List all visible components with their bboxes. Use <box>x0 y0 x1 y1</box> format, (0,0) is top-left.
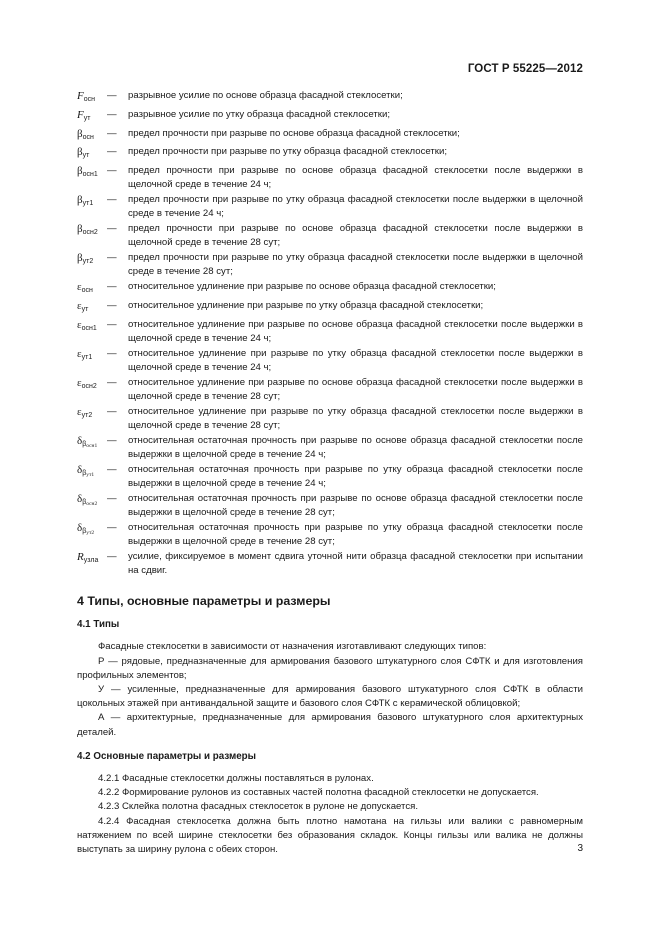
clause-4-2-1: 4.2.1 Фасадные стеклосетки должны поставляться в рулонах. <box>98 773 374 785</box>
definition-row <box>77 434 583 462</box>
definition-symbol: $\beta_{осн2}$ <box>77 223 98 237</box>
definition-symbol: $\delta_{\beta_{ут2}}$ <box>77 521 95 536</box>
definition-row <box>77 89 583 107</box>
definition-dash: — <box>107 318 117 330</box>
definition-row <box>77 521 583 549</box>
definition-dash: — <box>107 550 117 562</box>
definition-row <box>77 145 583 163</box>
definition-symbol: $\beta_{ут}$ <box>77 146 90 160</box>
definition-text: относительное удлинение при разрыве по основе образца фасадной стеклосетки после выдержки в щелочной среде в течение 24 ч; <box>128 318 583 344</box>
page-number: 3 <box>577 843 583 854</box>
definition-row <box>77 299 583 317</box>
definition-row <box>77 251 583 279</box>
definition-dash: — <box>107 146 117 158</box>
definition-symbol: $\varepsilon_{ут}$ <box>77 299 89 313</box>
definition-text: предел прочности при разрыве по утку образца фасадной стеклосетки после выдержки в щелочной среде в течение 28 сут; <box>128 252 583 278</box>
definition-symbol: $\beta_{ут1}$ <box>77 194 94 208</box>
definition-symbol: $\delta_{\beta_{осн1}}$ <box>77 434 98 449</box>
standard-header: ГОСТ Р 55225—2012 <box>467 63 583 75</box>
definition-symbol: $\beta_{осн1}$ <box>77 165 98 179</box>
definition-dash: — <box>107 434 117 446</box>
definition-symbol: $R_{узла}$ <box>77 550 99 564</box>
type-u: У — усиленные, предназначенные для армирования базового штукатурного слоя СФТК в области цокольных этажей при антивандальной защите и базового слоя СФТК с керамической облицовкой; <box>77 684 583 710</box>
definition-dash: — <box>107 347 117 359</box>
definition-dash: — <box>107 252 117 264</box>
definition-text: усилие, фиксируемое в момент сдвига уточной нити образца фасадной стеклосетки при испытании на сдвиг. <box>128 550 583 576</box>
definition-row <box>77 280 583 298</box>
definition-symbol: $F_{осн}$ <box>77 90 95 103</box>
definition-row <box>77 405 583 433</box>
definition-dash: — <box>107 165 117 177</box>
definition-row <box>77 164 583 192</box>
definition-symbol: $\delta_{\beta_{ут1}}$ <box>77 463 95 478</box>
definition-row <box>77 127 583 145</box>
definition-dash: — <box>107 405 117 417</box>
definition-symbol: $\varepsilon_{осн2}$ <box>77 376 97 390</box>
definition-text: относительная остаточная прочность при разрыве по основе образца фасадной стеклосетки после выдержки в щелочной среде в течение 24 ч; <box>128 434 583 460</box>
definition-text: относительная остаточная прочность при разрыве по основе образца фасадной стеклосетки после выдержки в щелочной среде в течение 28 сут; <box>128 492 583 518</box>
definition-dash: — <box>107 223 117 235</box>
definition-row <box>77 193 583 221</box>
definition-symbol: $\varepsilon_{ут2}$ <box>77 405 93 419</box>
definition-dash: — <box>107 108 117 120</box>
definition-dash: — <box>107 281 117 293</box>
definition-text: относительное удлинение при разрыве по утку образца фасадной стеклосетки после выдержки в щелочной среде в течение 24 ч; <box>128 347 583 373</box>
definition-text: относительное удлинение при разрыве по основе образца фасадной стеклосетки; <box>128 281 496 293</box>
definition-text: предел прочности при разрыве по основе образца фасадной стеклосетки после выдержки в щелочной среде в течение 28 сут; <box>128 223 583 249</box>
clause-4-2-2: 4.2.2 Формирование рулонов из составных частей полотна фасадной стеклосетки не допускается. <box>98 787 539 799</box>
type-p: Р — рядовые, предназначенные для армирования базового штукатурного слоя СФТК и для изготовления профильных элементов; <box>77 655 583 681</box>
definition-row <box>77 463 583 491</box>
definition-dash: — <box>107 463 117 475</box>
definition-dash: — <box>107 376 117 388</box>
definition-row <box>77 347 583 375</box>
section-4 <box>77 594 583 857</box>
clause-4-2-3: 4.2.3 Склейка полотна фасадных стеклосеток в рулоне не допускается. <box>98 801 418 813</box>
definition-symbol: $\varepsilon_{осн1}$ <box>77 318 97 332</box>
subsection-title-4-1: 4.1 Типы <box>77 619 120 631</box>
definition-text: предел прочности при разрыве по утку образца фасадной стеклосетки после выдержки в щелочной среде в течение 24 ч; <box>128 194 583 220</box>
definition-symbol: $\beta_{ут2}$ <box>77 252 94 266</box>
definition-text: относительное удлинение при разрыве по утку образца фасадной стеклосетки; <box>128 299 484 311</box>
definition-row <box>77 222 583 250</box>
section-title: 4 Типы, основные параметры и размеры <box>77 594 331 608</box>
definitions-list <box>77 89 583 579</box>
definition-dash: — <box>107 90 117 101</box>
definition-symbol: $\varepsilon_{осн}$ <box>77 281 93 295</box>
definition-symbol: $F_{ут}$ <box>77 108 91 122</box>
definition-row <box>77 376 583 404</box>
definition-dash: — <box>107 521 117 533</box>
definition-text: относительная остаточная прочность при разрыве по утку образца фасадной стеклосетки после выдержки в щелочной среде в течение 24 ч; <box>128 463 583 489</box>
definition-text: предел прочности при разрыве по утку образца фасадной стеклосетки; <box>128 146 448 158</box>
definition-row <box>77 108 583 126</box>
subsection-title-4-2: 4.2 Основные параметры и размеры <box>77 750 256 762</box>
clause-4-2-4: 4.2.4 Фасадная стеклосетка должна быть плотно намотана на гильзы или валики с равномерным натяжением по всей ширине стеклосетки без образования складок. Концы гильзы или валика не должны выступать за ширину рулона с обеих сторон. <box>77 815 583 856</box>
types-intro: Фасадные стеклосетки в зависимости от назначения изготавливают следующих типов: <box>98 641 487 653</box>
definition-text: предел прочности при разрыве по основе образца фасадной стеклосетки; <box>128 127 460 139</box>
definition-text: разрывное усилие по основе образца фасадной стеклосетки; <box>128 90 403 101</box>
definition-row <box>77 318 583 346</box>
definition-dash: — <box>107 492 117 504</box>
definition-text: относительное удлинение при разрыве по основе образца фасадной стеклосетки после выдержки в щелочной среде в течение 28 сут; <box>128 376 583 402</box>
definition-row <box>77 550 583 578</box>
definition-symbol: $\beta_{осн}$ <box>77 127 94 141</box>
definition-dash: — <box>107 127 117 139</box>
definition-dash: — <box>107 299 117 311</box>
definition-text: относительная остаточная прочность при разрыве по утку образца фасадной стеклосетки после выдержки в щелочной среде в течение 28 сут; <box>128 521 583 547</box>
definition-text: относительное удлинение при разрыве по утку образца фасадной стеклосетки после выдержки в щелочной среде в течение 28 сут; <box>128 405 583 431</box>
definition-symbol: $\delta_{\beta_{осн2}}$ <box>77 492 98 507</box>
definition-row <box>77 492 583 520</box>
definition-text: предел прочности при разрыве по основе образца фасадной стеклосетки после выдержки в щелочной среде в течение 24 ч; <box>128 165 583 191</box>
type-a: А — архитектурные, предназначенные для армирования базового штукатурного слоя архитектурных деталей. <box>77 712 583 738</box>
definition-dash: — <box>107 194 117 206</box>
definition-text: разрывное усилие по утку образца фасадной стеклосетки; <box>128 108 390 120</box>
definition-symbol: $\varepsilon_{ут1}$ <box>77 347 93 361</box>
